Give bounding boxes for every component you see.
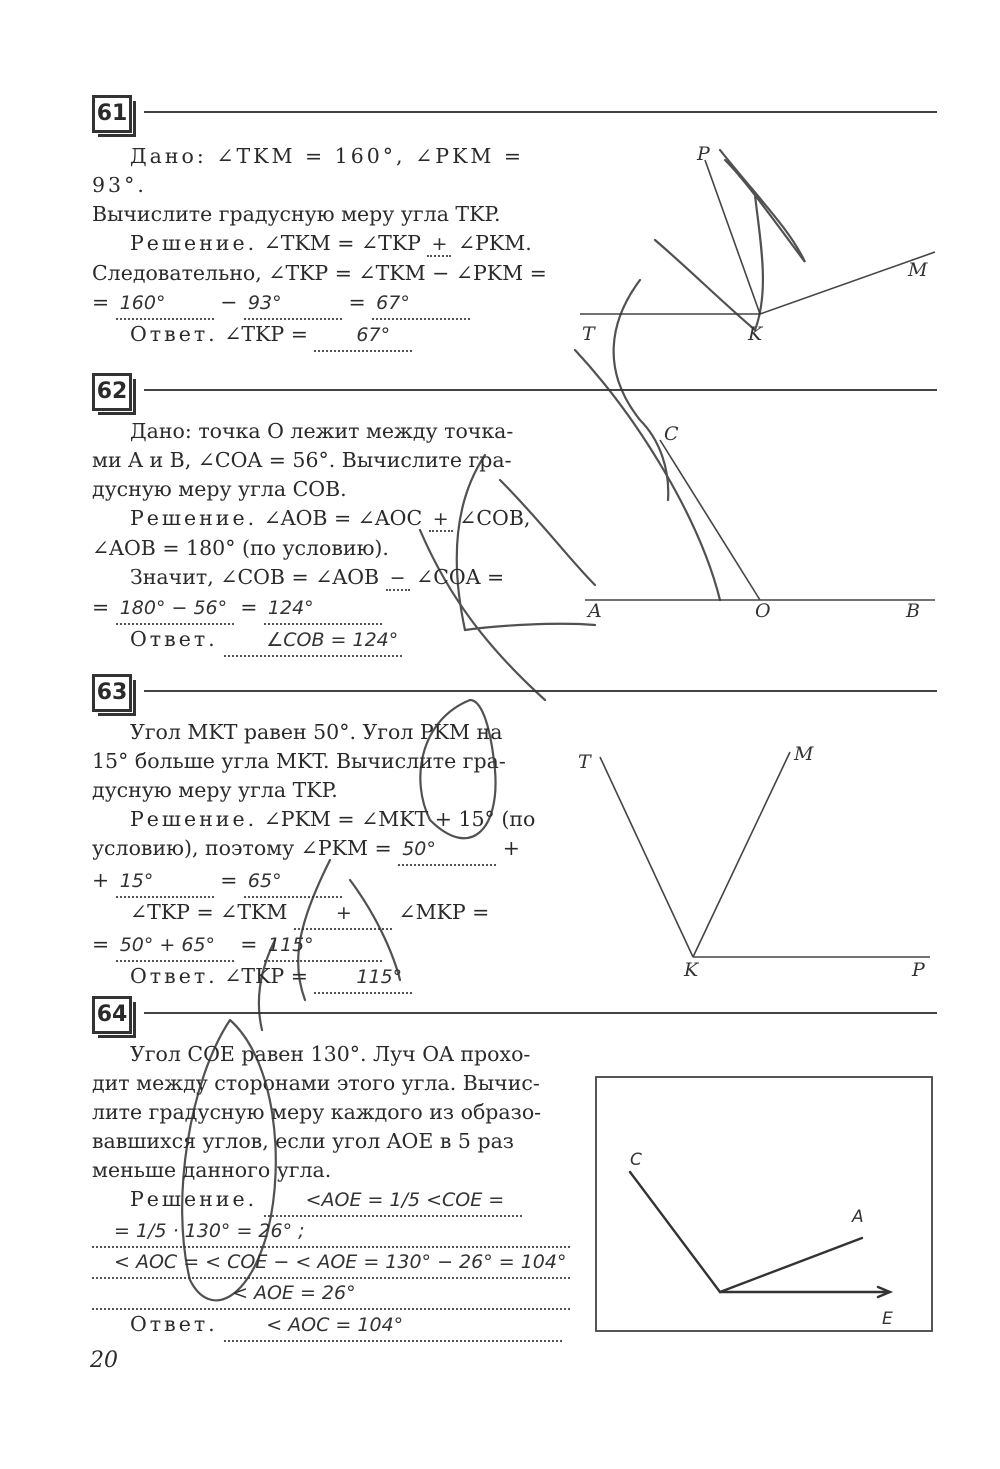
fill-b: 124° [264, 594, 382, 625]
problem-line-3: дусную меру угла TKP. [92, 778, 338, 802]
fill-d: 50° + 65° [116, 931, 234, 962]
sign-fill: + [294, 899, 392, 930]
scrawl-stroke [350, 880, 400, 980]
answer-value: ∠COB = 124° [224, 626, 402, 657]
problem-line-5: меньше данного угла. [92, 1158, 332, 1182]
solution-expr: ∠AOB = ∠AOC [263, 506, 423, 530]
problem-63-text: Угол MKT равен 50°. Угол PKM на 15° больше угла MKT. Вычислите гра- дусную меру угла TKP. Решение. ∠PKM = ∠MKT + 15° (по условию), поэтому ∠PKM = 50° + + 15° = 65° ∠TKP = ∠TKM + ∠MKP = = 50° + 65° = 115° Ответ. ∠TKP = 115° [92, 718, 570, 994]
label-t: T [578, 751, 591, 773]
label-a: A [588, 600, 602, 622]
answer-value: 67° [314, 321, 412, 352]
problem-line-4: вавшихся углов, если угол AOE в 5 раз [92, 1129, 514, 1153]
label-m: M [908, 259, 928, 281]
label-k: K [684, 959, 699, 981]
ray-oc [660, 440, 760, 600]
page-number: 20 [90, 1348, 118, 1373]
ray-oa [720, 1238, 862, 1292]
scrawl-stroke [298, 860, 330, 1000]
label-c: C [630, 1150, 642, 1170]
problem-number-badge: 64 [92, 996, 132, 1034]
ray-km [693, 752, 790, 957]
solution-label: Решение. [130, 506, 258, 530]
problem-number-badge: 61 [92, 95, 132, 133]
sign-fill: − [386, 567, 410, 591]
solution-label: Решение. [130, 231, 258, 255]
solution-expr-end: ∠COB, [459, 506, 531, 530]
problem-number-badge: 63 [92, 674, 132, 712]
line-5: условию), поэтому ∠PKM = [92, 836, 392, 860]
problem-number-badge: 62 [92, 373, 132, 411]
given-text-b: ми A и B, ∠COA = 56°. Вычислите гра- [92, 448, 512, 472]
fill-c: 67° [372, 289, 470, 320]
problem-62-text: Дано: точка O лежит между точка- ми A и B, ∠COA = 56°. Вычислите гра- дусную меру угла COB. Решение. ∠AOB = ∠AOC + ∠COB, ∠AOB = 180° (по условию). Значит, ∠COB = ∠AOB − ∠COA = = 180° − 56° = 124° Ответ. ∠COB = 124° [92, 417, 570, 657]
consequently-text: Следовательно, ∠TKP = ∠TKM − ∠PKM = [92, 261, 547, 285]
problem-line-1: Угол COE равен 130°. Луч OA прохо- [130, 1042, 531, 1066]
scrawl-stroke [420, 700, 495, 838]
answer-expr: ∠TKP = [224, 322, 308, 346]
problem-line-1: Угол MKT равен 50°. Угол PKM на [130, 720, 503, 744]
solution-expr: ∠PKM = ∠MKT + 15° (по [263, 807, 536, 831]
answer-label: Ответ. [130, 322, 218, 346]
label-p: P [912, 959, 925, 981]
answer-value: < AOC = 104° [224, 1311, 562, 1342]
given-text: Дано: ∠TKM = 160°, ∠PKM = 93°. [92, 144, 525, 197]
label-b: B [906, 600, 920, 622]
diagram-62 [585, 440, 935, 600]
ray-oc [630, 1172, 720, 1292]
diagram-63 [600, 752, 930, 957]
fill-a: 180° − 56° [116, 594, 234, 625]
label-t: T [582, 323, 595, 345]
fill-b: 15° [116, 867, 214, 898]
solution-label: Решение. [130, 1187, 258, 1211]
sign-fill: + [429, 508, 453, 532]
scrawl-stroke [614, 280, 669, 500]
label-k: K [748, 323, 763, 345]
handwritten-line-3: < AOC = < COE − < AOE = 130° − 26° = 104° [92, 1248, 570, 1279]
fill-c: 65° [244, 867, 342, 898]
thus-end: ∠COA = [416, 565, 505, 589]
scrawl-stroke [655, 195, 763, 330]
fill-e: 115° [264, 931, 382, 962]
ray-kp [705, 160, 760, 314]
thus-label: Значит, [130, 565, 214, 589]
problem-line-2: дит между сторонами этого угла. Вычис- [92, 1071, 540, 1095]
handwritten-line-1: <AOE = 1/5 <COE = [264, 1186, 522, 1217]
label-c: C [664, 423, 679, 445]
task-text: Вычислите градусную меру угла TKP. [92, 202, 501, 226]
line-7a: ∠TKP = ∠TKM [130, 900, 288, 924]
ray-kt [600, 757, 693, 957]
task-text: дусную меру угла COB. [92, 477, 347, 501]
solution-expr-end: ∠PKM. [457, 231, 532, 255]
scrawl-stroke [259, 940, 275, 1030]
condition-text: ∠AOB = 180° (по условию). [92, 536, 389, 560]
answer-value: 115° [314, 963, 412, 994]
thus-expr: ∠COB = ∠AOB [220, 565, 380, 589]
sign-fill: + [427, 233, 451, 257]
fill-b: 93° [244, 289, 342, 320]
scrawl-stroke [420, 530, 545, 700]
problem-line-3: лите градусную меру каждого из образо- [92, 1100, 542, 1124]
line-7b: ∠MKP = [398, 900, 490, 924]
answer-label: Ответ. [130, 964, 218, 988]
label-m: M [794, 743, 814, 765]
label-e: E [882, 1309, 893, 1329]
handwritten-line-2: = 1/5 · 130° = 26° ; [92, 1217, 570, 1248]
diagram-64 [630, 1172, 890, 1297]
scrawl-stroke [182, 1020, 276, 1300]
scrawl-stroke [575, 350, 720, 600]
problem-line-2: 15° больше угла MKT. Вычислите гра- [92, 749, 506, 773]
scrawl-stroke [500, 480, 595, 585]
scrawl-stroke [465, 624, 595, 630]
answer-label: Ответ. [130, 1312, 218, 1336]
handwritten-line-4: < AOE = 26° [92, 1279, 570, 1310]
fill-a: 160° [116, 289, 214, 320]
answer-label: Ответ. [130, 627, 218, 651]
label-o: O [755, 600, 771, 622]
label-a: A [852, 1207, 864, 1227]
label-p: P [697, 143, 710, 165]
solution-expr: ∠TKM = ∠TKP [263, 231, 421, 255]
scrawl-stroke [457, 455, 485, 630]
given-text-a: Дано: точка O лежит между точка- [130, 419, 514, 443]
handwritten-scrawl [182, 150, 805, 1300]
answer-expr: ∠TKP = [224, 964, 308, 988]
problem-61-text: Дано: ∠TKM = 160°, ∠PKM = 93°. Вычислите градусную меру угла TKP. Решение. ∠TKM = ∠TKP + ∠PKM. Следовательно, ∠TKP = ∠TKM − ∠PKM = = 160° − 93° = 67° Ответ. ∠TKP = 67° [92, 142, 570, 352]
scrawl-stroke [720, 150, 805, 262]
fill-a: 50° [398, 835, 496, 866]
solution-label: Решение. [130, 807, 258, 831]
